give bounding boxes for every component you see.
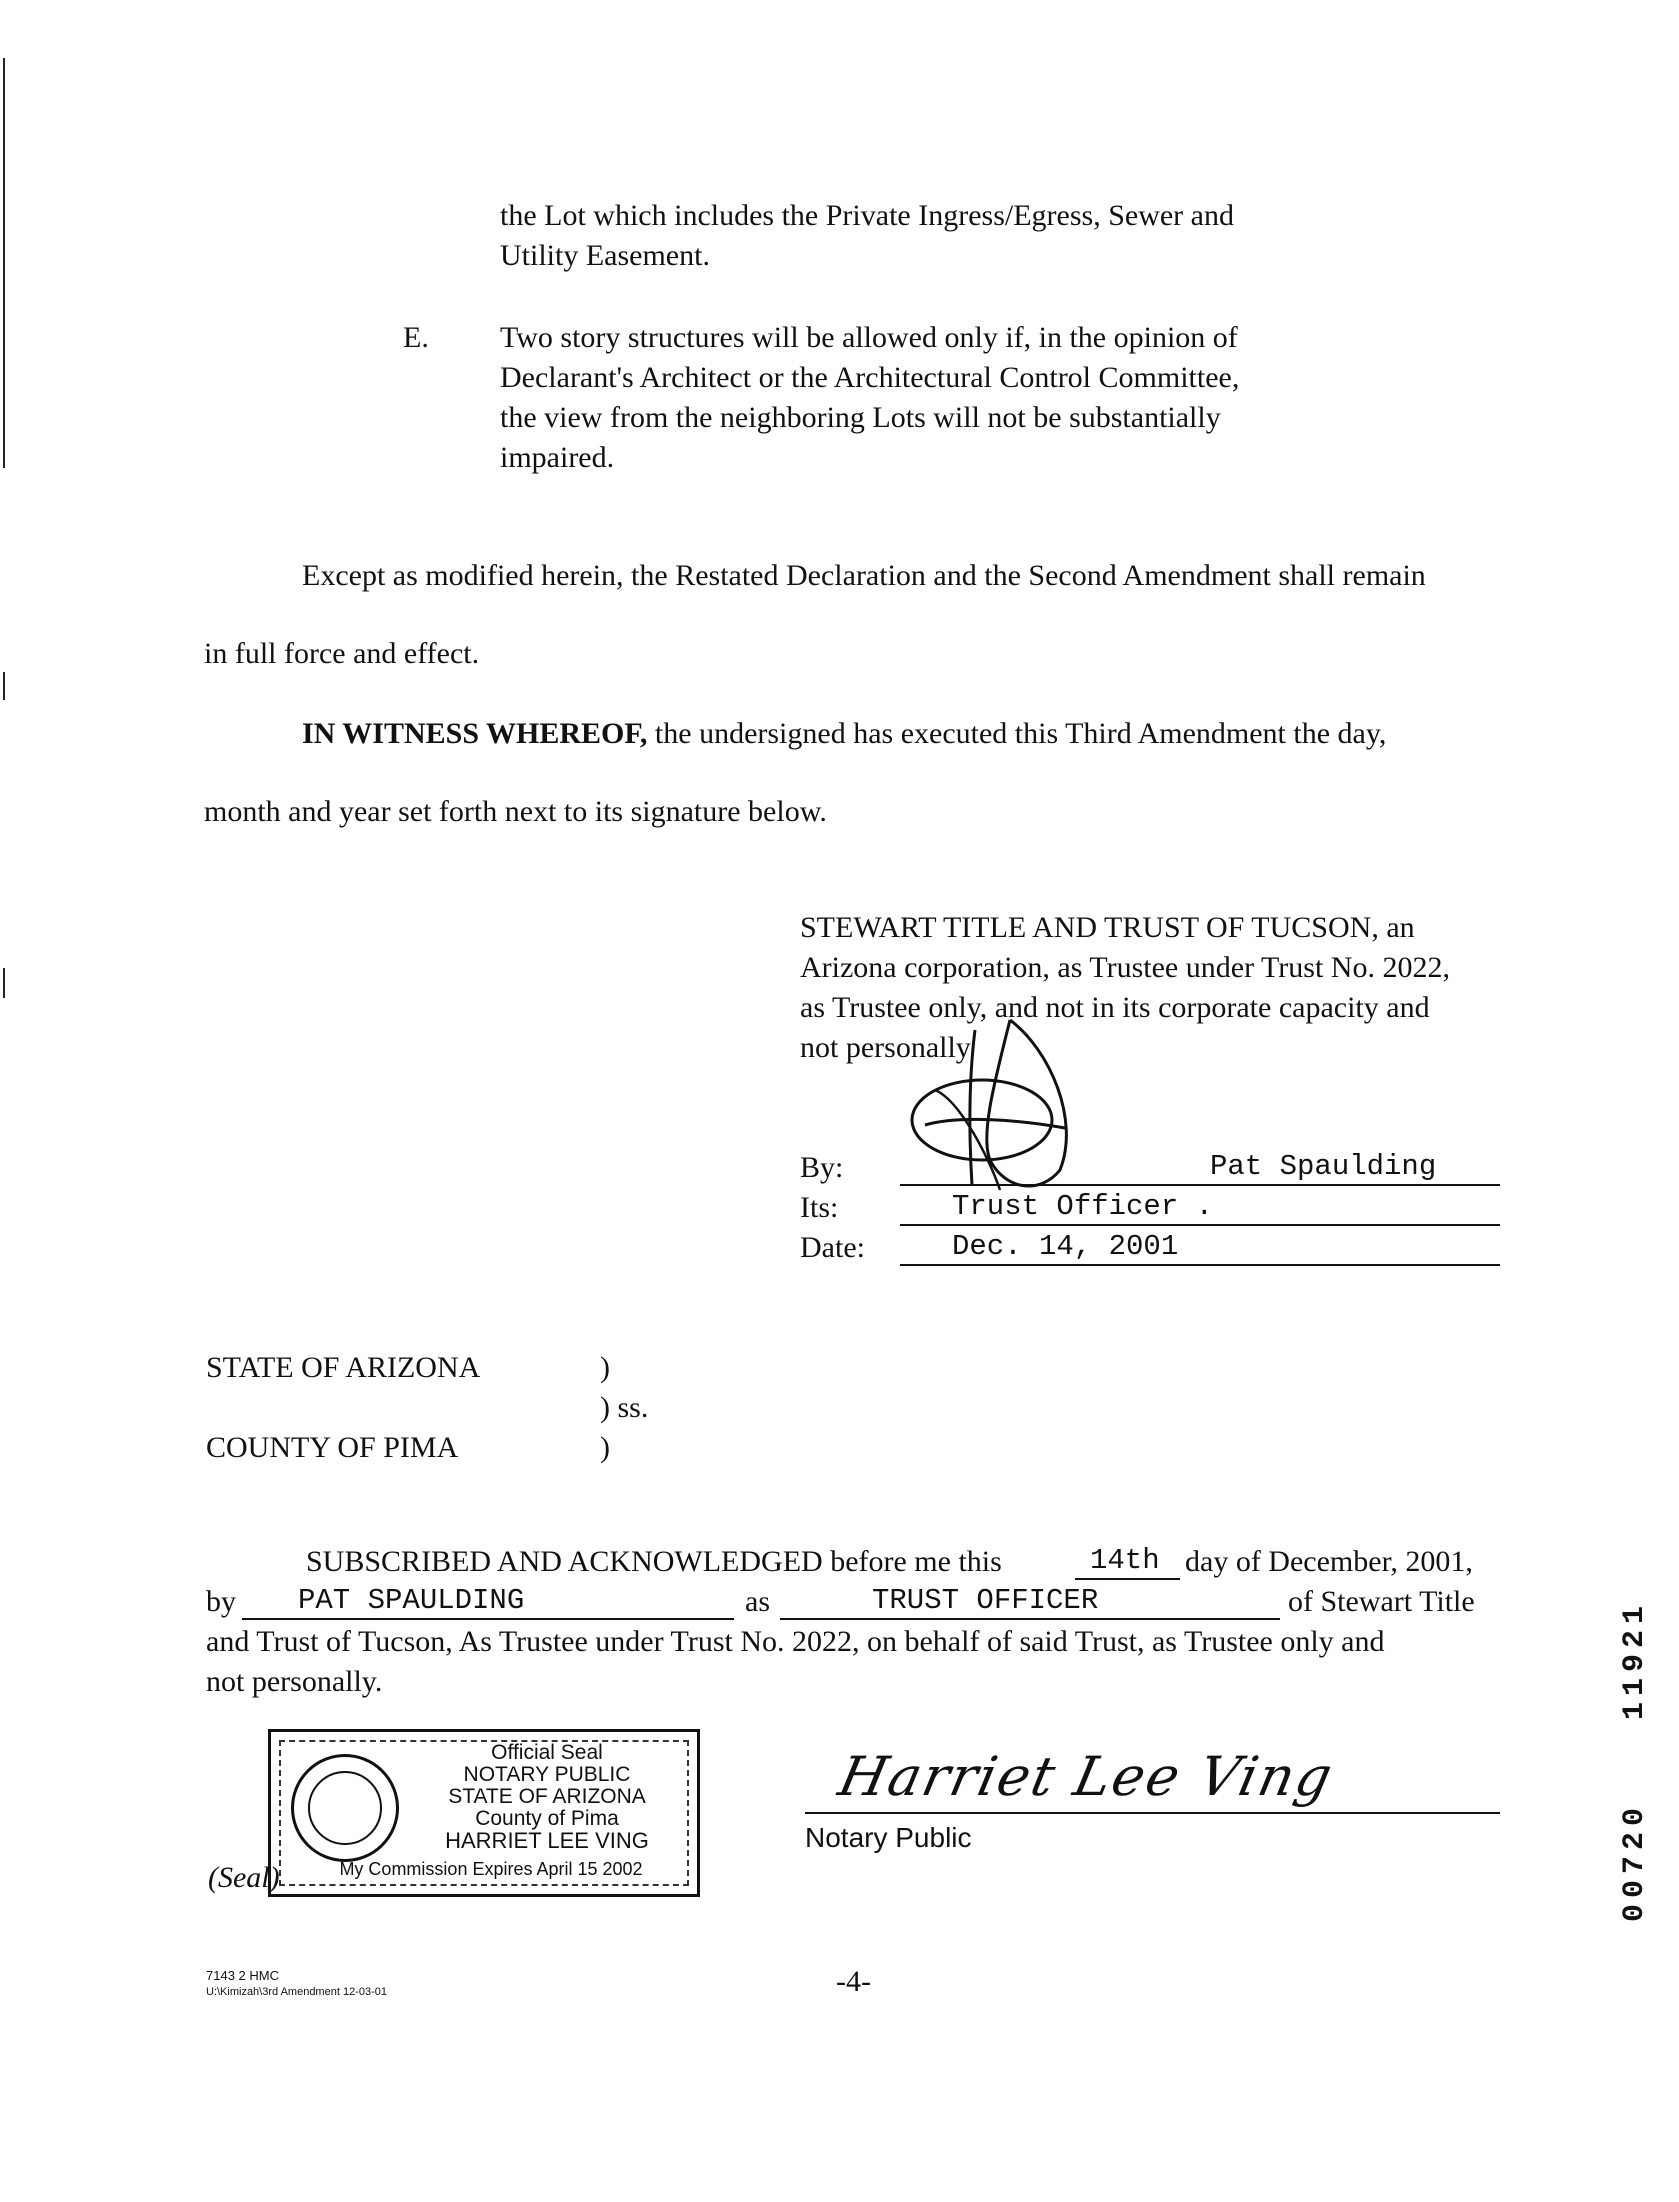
seal-label-text: (Seal) [208,1861,280,1894]
paragraph-e-line-2: Declarant's Architect or the Architectural Control Committee, [500,361,1240,394]
ack-line-1a: SUBSCRIBED AND ACKNOWLEDGED before me this [306,1545,1002,1578]
trustee-line-4: not personally [800,1031,971,1064]
seal-line-6: My Commission Expires April 15 2002 [339,1859,643,1879]
paragraph-e-label: E. [403,321,429,354]
date-label: Date: [800,1231,865,1264]
ack-title: TRUST OFFICER [872,1584,1099,1617]
venue-paren-1: ) [600,1351,610,1384]
notary-public-label: Notary Public [805,1822,972,1853]
scan-edge-mark [3,968,5,998]
scan-edge-line [3,58,5,468]
paragraph-e-line-3: the view from the neighboring Lots will not be substantially [500,401,1221,434]
venue-state: STATE OF ARIZONA [206,1351,481,1384]
trustee-line-2: Arizona corporation, as Trustee under Trust No. 2022, [800,951,1450,984]
recording-stamp-top: 11921 [1618,1600,1652,1721]
witness-paragraph-line-1 [302,714,1386,754]
seal-line-1: Official Seal [491,1741,603,1764]
notary-seal-stamp [268,1729,700,1897]
footer-code: 7143 2 HMC [206,1968,279,1983]
seal-line-5: HARRIET LEE VING [445,1828,649,1853]
seal-line-3: STATE OF ARIZONA [448,1785,646,1808]
paragraph-d-line-1: the Lot which includes the Private Ingress/Egress, Sewer and [500,199,1234,232]
page-number: -4- [836,1965,871,1998]
footer-path: U:\Kimizah\3rd Amendment 12-03-01 [206,1986,387,1998]
witness-line-1-rest: the undersigned has executed this Third Amendment the day, [647,717,1387,750]
ack-day: 14th [1090,1544,1160,1577]
ack-line-4: not personally. [206,1665,383,1698]
notary-signature: Harriet Lee Ving [833,1745,1340,1808]
except-paragraph-line-2: in full force and effect. [204,637,480,670]
arizona-seal-icon [291,1754,399,1862]
recording-stamp-bottom: 00720 [1618,1802,1652,1923]
its-label: Its: [800,1191,839,1224]
paragraph-d-line-2: Utility Easement. [500,239,710,272]
by-value: Pat Spaulding [1210,1150,1437,1183]
ack-name: PAT SPAULDING [298,1584,525,1617]
notary-signature-line [805,1812,1500,1814]
by-label: By: [800,1151,844,1184]
witness-paragraph-line-2: month and year set forth next to its signature below. [204,795,827,828]
paragraph-e-line-4: impaired. [500,441,615,474]
venue-paren-3: ) [600,1431,610,1464]
ack-as-label: as [745,1585,770,1618]
its-value: Trust Officer . [952,1190,1214,1223]
ack-line-1b: day of December, 2001, [1185,1545,1473,1578]
trustee-line-1: STEWART TITLE AND TRUST OF TUCSON, an [800,911,1415,944]
except-paragraph-line-1: Except as modified herein, the Restated Declaration and the Second Amendment shall remain [302,559,1426,592]
ack-by-label: by [206,1585,236,1618]
date-value: Dec. 14, 2001 [952,1230,1179,1263]
venue-county: COUNTY OF PIMA [206,1431,459,1464]
seal-line-4: County of Pima [475,1807,619,1830]
paragraph-e-line-1: Two story structures will be allowed only if, in the opinion of [500,321,1238,354]
arizona-seal-inner-icon [308,1771,382,1845]
venue-ss: ) ss. [600,1391,649,1424]
trustee-line-3: as Trustee only, and not in its corporate capacity and [800,991,1430,1024]
ack-line-3: and Trust of Tucson, As Trustee under Trust No. 2022, on behalf of said Trust, as Trustee only and [206,1625,1385,1658]
witness-lead: IN WITNESS WHEREOF, [302,717,648,750]
scan-edge-mark [3,672,5,700]
ack-line-2-end: of Stewart Title [1288,1585,1475,1618]
seal-line-2: NOTARY PUBLIC [463,1763,631,1786]
